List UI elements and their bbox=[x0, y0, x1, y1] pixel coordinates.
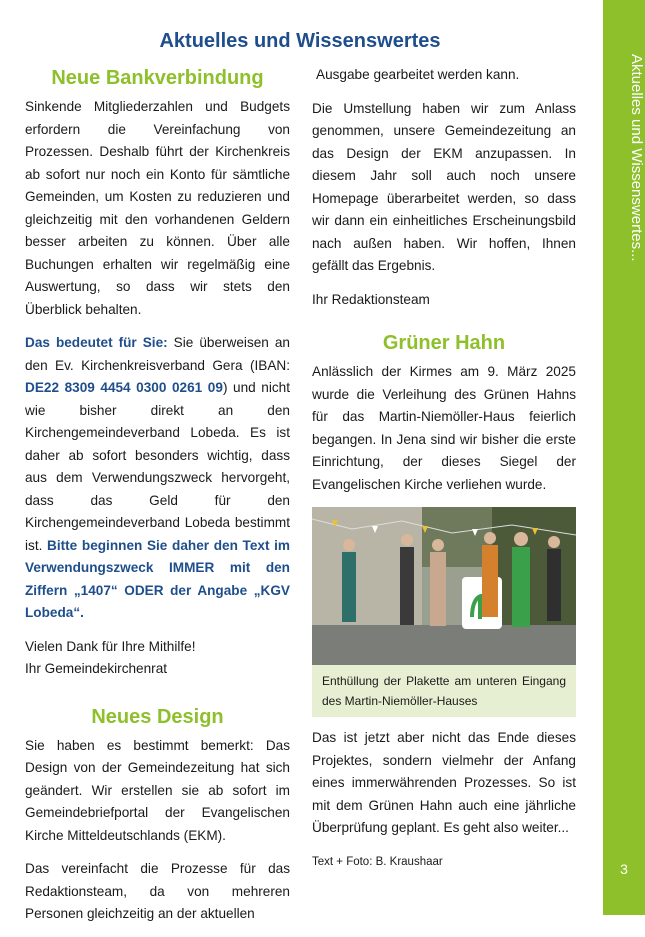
side-tab-label: Aktuelles und Wissenswertes... bbox=[628, 54, 645, 262]
event-photo-image bbox=[312, 507, 576, 665]
design-signature: Ihr Redaktionsteam bbox=[312, 291, 430, 307]
bank-paragraph-1: Sinkende Mitgliederzahlen und Budgets erfordern die Vereinfachung von Prozessen. Deshalb führt der Kirchenkreis ab sofort nur noch ein Konto für sämtliche Gemeinden, um Kosten zu reduzieren und gleichzeitig mit den vorhandenen Geldern besser arbeiten zu können. Über alle Buchungen erhalten wir regelmäßig eine Auswertung, so dass wir stets den Überblick behalten. bbox=[25, 99, 290, 317]
hahn-paragraph-1: Anlässlich der Kirmes am 9. März 2025 wurde die Verleihung des Grünen Hahns für das Martin-Niemöller-Haus feierlich begangen. In Jena sind wir bisher die erste Einrichtung, der dieses Siegel der Evangelischen Kirche verliehen wurde. bbox=[312, 364, 576, 492]
photo-credit: Text + Foto: B. Kraushaar bbox=[312, 855, 443, 868]
design-heading: Neues Design bbox=[91, 705, 224, 728]
bank-heading: Neue Bankverbindung bbox=[51, 67, 264, 89]
design-paragraph-1: Sie haben es bestimmt bemerkt: Das Design von der Gemeindezeitung hat sich geändert. Wir erstellen sie ab sofort im Gemeindebriefportal der Evangelischen Kirche Mitteldeutschlands (EKM). bbox=[25, 737, 290, 843]
bank-text-b: ) und nicht wie bisher direkt an den Kirchengemeindeverband Lobeda. Es ist daher ab sofort besonders wichtig, dass aus dem Verwendungszweck hervorgeht, dass das Geld für den Kirchengemeindeverband Lobeda bestimmt ist. bbox=[25, 380, 290, 553]
side-tab bbox=[603, 0, 645, 915]
bank-instruction: Bitte beginnen Sie daher den Text im Verwendungszweck IMMER mit den Ziffern „1407“ ODER der Angabe „KGV Lobeda“. bbox=[25, 537, 290, 620]
design-paragraph-2-continued: Ausgabe gearbeitet werden kann. bbox=[316, 67, 520, 82]
right-column bbox=[312, 64, 576, 873]
left-column bbox=[25, 64, 290, 937]
iban: DE22 8309 4454 0300 0261 09 bbox=[25, 380, 223, 395]
photo-caption: Enthüllung der Plakette am unteren Eingang des Martin-Niemöller-Hauses bbox=[312, 665, 576, 717]
bank-lead: Das bedeutet für Sie: bbox=[25, 335, 168, 350]
page-title: Aktuelles und Wissenswertes bbox=[159, 30, 441, 52]
page-number: 3 bbox=[620, 861, 628, 877]
bank-paragraph-2 bbox=[25, 332, 290, 625]
bank-text-a: Sie überweisen an den Ev. Kirchenkreisverband Gera (IBAN: bbox=[25, 335, 290, 373]
bank-thanks: Vielen Dank für Ihre Mithilfe! bbox=[25, 638, 196, 654]
event-photo bbox=[312, 507, 576, 665]
hahn-heading: Grüner Hahn bbox=[382, 332, 506, 354]
design-paragraph-2: Das vereinfacht die Prozesse für das Redaktionsteam, da von mehreren Personen gleichzeitig an der aktuellen bbox=[25, 861, 290, 921]
hahn-paragraph-2: Das ist jetzt aber nicht das Ende dieses Projektes, sondern vielmehr der Anfang eines immerwährenden Prozesses. So ist mit dem Grünen Hahn auch eine jährliche Überprüfung geplant. Es geht also weiter... bbox=[312, 730, 576, 835]
bank-signature: Ihr Gemeindekirchenrat bbox=[25, 661, 168, 676]
design-paragraph-3: Die Umstellung haben wir zum Anlass genommen, unsere Gemeindezeitung an das Design der EKM anzupassen. In diesem Jahr soll auch noch unsere Homepage überarbeitet werden, so dass wir dann ein einheitliches Erscheinungsbild nach außen haben. Wir hoffen, Ihnen gefällt das Ergebnis. bbox=[312, 100, 576, 273]
